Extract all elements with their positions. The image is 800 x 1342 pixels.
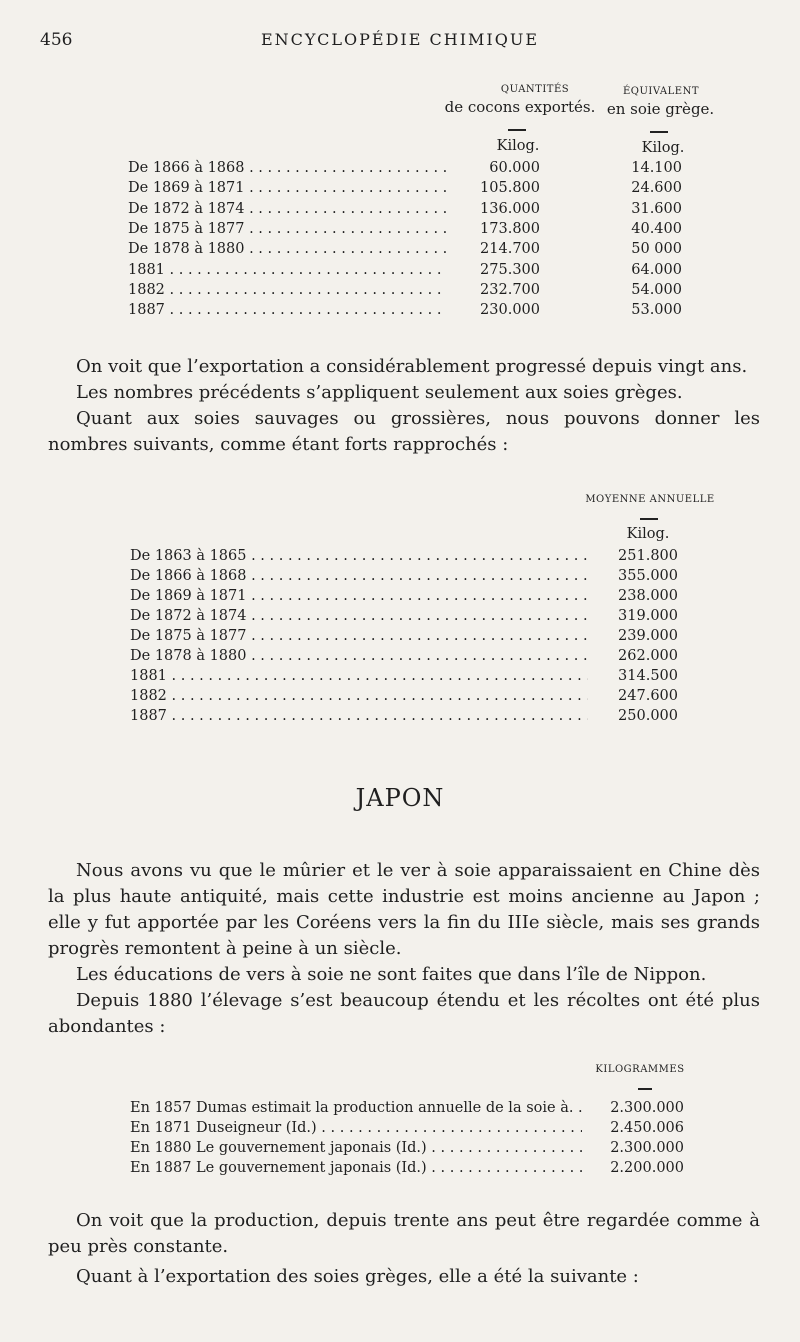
row-value: 2.300.000 bbox=[610, 1140, 684, 1156]
col-exported-unit: Kilog. bbox=[496, 138, 540, 154]
row-period: 1887 . . . bbox=[130, 706, 588, 726]
col-equivalent-header: en soie grège. bbox=[606, 100, 715, 118]
row-period: De 1869 à 1871 . . . bbox=[128, 178, 446, 198]
row-exported: 232.700 bbox=[480, 282, 540, 298]
row-period: 1881 . . . bbox=[130, 666, 588, 686]
col-equivalent-header-small: ÉQUIVALENT bbox=[622, 86, 699, 97]
row-source: En 1887 Le gouvernement japonais (Id.) . . . bbox=[130, 1158, 582, 1178]
row-period: De 1863 à 1865 . . . bbox=[130, 546, 588, 566]
paragraph-raw-silk: Les nombres précédents s’appliquent seulement aux soies grèges. bbox=[76, 382, 683, 403]
cocoon-export-table bbox=[128, 84, 728, 318]
col-exported-divider bbox=[508, 129, 526, 131]
row-value: 314.500 bbox=[618, 668, 678, 684]
paragraph-exportation: Quant à l’exportation des soies grèges, elle a été la suivante : bbox=[76, 1266, 639, 1287]
row-period: De 1866 à 1868 . . . bbox=[128, 158, 446, 178]
row-period: 1887 . . . bbox=[128, 300, 446, 320]
japan-production-table bbox=[130, 1064, 700, 1184]
row-period: 1882 . . . bbox=[130, 686, 588, 706]
row-equivalent: 14.100 bbox=[631, 160, 682, 176]
row-period: 1882 . . . bbox=[128, 280, 446, 300]
row-period: De 1875 à 1877 . . . bbox=[130, 626, 588, 646]
row-exported: 60.000 bbox=[489, 160, 540, 176]
paragraph-wild-silk: Quant aux soies sauvages ou grossières, nous pouvons donner les nombres suivants, comme étant forts rapprochés : bbox=[48, 408, 760, 455]
paragraph-nippon: Les éducations de vers à soie ne sont faites que dans l’île de Nippon. bbox=[76, 964, 707, 985]
row-exported: 275.300 bbox=[480, 262, 540, 278]
wild-silk-table bbox=[130, 494, 730, 724]
row-period: De 1872 à 1874 . . . bbox=[130, 606, 588, 626]
row-equivalent: 31.600 bbox=[631, 201, 682, 217]
row-period: De 1869 à 1871 . . . bbox=[130, 586, 588, 606]
annual-average-header: MOYENNE ANNUELLE bbox=[585, 494, 715, 505]
paragraph-japan-history: Nous avons vu que le mûrier et le ver à soie apparaissaient en Chine dès la plus haute antiquité, mais cette industrie est moins ancienne au Japon ; elle y fut apportée par les Coréens vers la fin du IIIe siècle, mais ses grands progrès remontent à peine à un siècle. bbox=[48, 860, 760, 959]
paragraph-progress: On voit que l’exportation a considérablement progressé depuis vingt ans. bbox=[76, 356, 748, 377]
row-value: 251.800 bbox=[618, 548, 678, 564]
row-equivalent: 64.000 bbox=[631, 262, 682, 278]
row-value: 239.000 bbox=[618, 628, 678, 644]
row-value: 238.000 bbox=[618, 588, 678, 604]
col-equivalent-unit: Kilog. bbox=[641, 140, 685, 156]
row-equivalent: 40.400 bbox=[631, 221, 682, 237]
row-equivalent: 53.000 bbox=[631, 302, 682, 318]
row-exported: 214.700 bbox=[480, 241, 540, 257]
row-exported: 136.000 bbox=[480, 201, 540, 217]
row-exported: 105.800 bbox=[480, 180, 540, 196]
row-equivalent: 50 000 bbox=[631, 241, 682, 257]
col-exported-header: de cocons exportés. bbox=[444, 98, 596, 116]
annual-average-divider bbox=[640, 518, 658, 520]
row-value: 250.000 bbox=[618, 708, 678, 724]
row-value: 247.600 bbox=[618, 688, 678, 704]
row-value: 2.200.000 bbox=[610, 1160, 684, 1176]
row-value: 2.300.000 bbox=[610, 1100, 684, 1116]
row-period: De 1878 à 1880 . . . bbox=[130, 646, 588, 666]
row-value: 355.000 bbox=[618, 568, 678, 584]
kilogrammes-divider bbox=[638, 1088, 652, 1090]
col-equivalent-divider bbox=[650, 131, 668, 133]
row-period: De 1872 à 1874 . . . bbox=[128, 199, 446, 219]
row-source: En 1857 Dumas estimait la production annuelle de la soie à. . . . bbox=[130, 1098, 582, 1118]
row-period: De 1866 à 1868 . . . bbox=[130, 566, 588, 586]
annual-average-unit: Kilog. bbox=[626, 526, 670, 542]
paragraph-production-constant: On voit que la production, depuis trente ans peut être regardée comme à peu près constante. bbox=[48, 1210, 760, 1257]
row-value: 262.000 bbox=[618, 648, 678, 664]
row-exported: 173.800 bbox=[480, 221, 540, 237]
row-period: De 1878 à 1880 . . . bbox=[128, 239, 446, 259]
col-exported-header-small: QUANTITÉS bbox=[500, 84, 570, 95]
section-title: JAPON bbox=[355, 784, 445, 812]
row-period: De 1875 à 1877 . . . bbox=[128, 219, 446, 239]
row-equivalent: 24.600 bbox=[631, 180, 682, 196]
paragraph-since-1880: Depuis 1880 l’élevage s’est beaucoup étendu et les récoltes ont été plus abondantes : bbox=[48, 990, 760, 1037]
row-source: En 1880 Le gouvernement japonais (Id.) . . . bbox=[130, 1138, 582, 1158]
row-equivalent: 54.000 bbox=[631, 282, 682, 298]
row-value: 319.000 bbox=[618, 608, 678, 624]
row-value: 2.450.006 bbox=[610, 1120, 684, 1136]
row-exported: 230.000 bbox=[480, 302, 540, 318]
row-source: En 1871 Duseigneur (Id.) . . . bbox=[130, 1118, 582, 1138]
page-number: 456 bbox=[40, 30, 73, 50]
row-period: 1881 . . . bbox=[128, 260, 446, 280]
running-title: ENCYCLOPÉDIE CHIMIQUE bbox=[260, 30, 540, 49]
kilogrammes-header: KILOGRAMMES bbox=[595, 1064, 685, 1075]
